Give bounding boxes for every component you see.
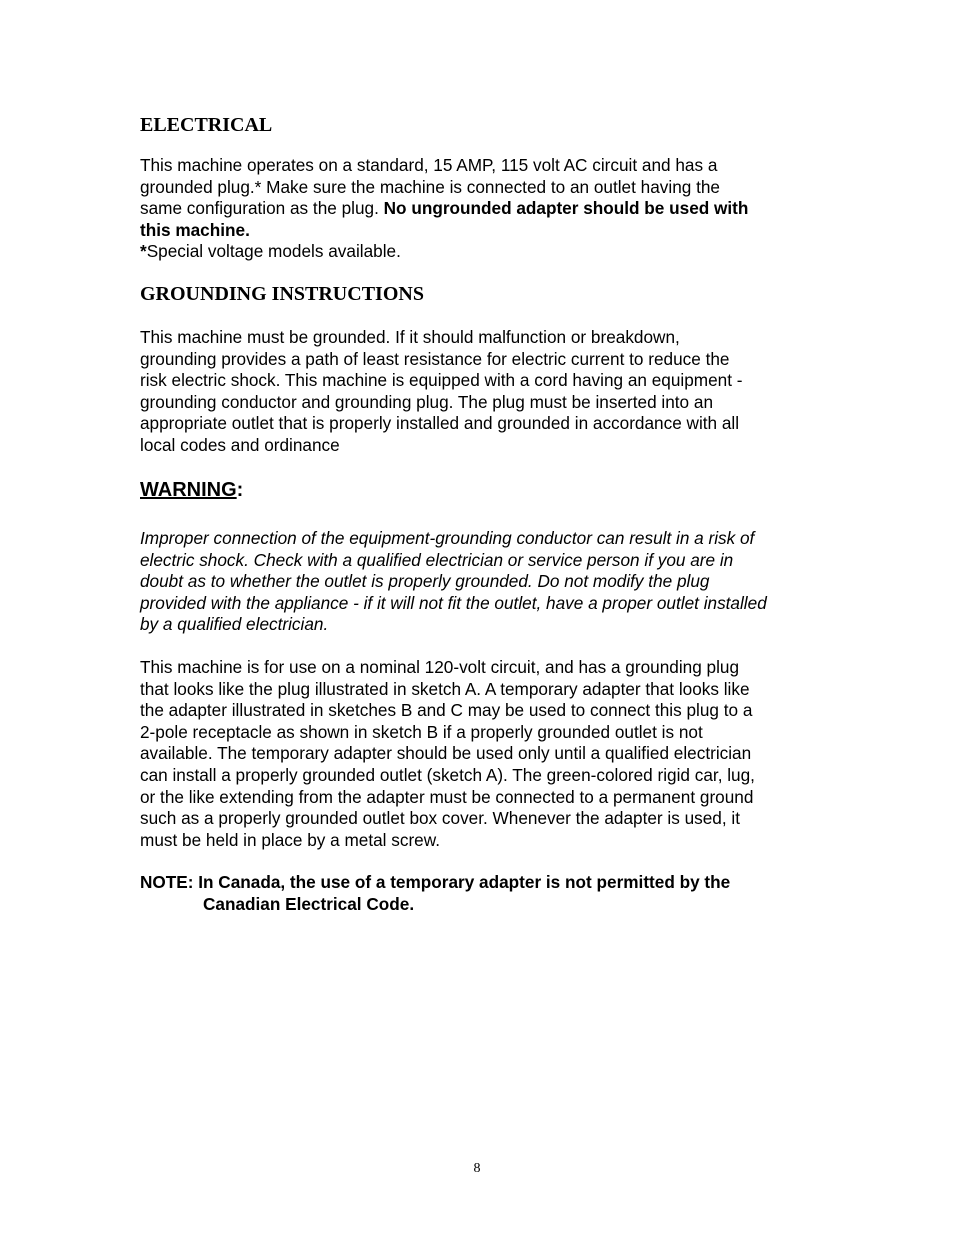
- text-line: electric shock. Check with a qualified electrician or service person if you are in: [140, 549, 734, 570]
- text-line: This machine is for use on a nominal 120-volt circuit, and has a grounding plug: [140, 657, 740, 677]
- footnote-star: *: [140, 241, 147, 262]
- warning-heading: [140, 478, 243, 502]
- text-line: doubt as to whether the outlet is properly grounded. Do not modify the plug: [140, 571, 710, 592]
- text-line: can install a properly grounded outlet (sketch A). The green-colored rigid car, lug,: [140, 764, 755, 785]
- text-line: the adapter illustrated in sketches B and C may be used to connect this plug to a: [140, 700, 753, 721]
- grounding-heading: GROUNDING INSTRUCTIONS: [140, 283, 424, 305]
- text-line: or the like extending from the adapter must be connected to a permanent ground: [140, 786, 754, 807]
- text-line: that looks like the plug illustrated in sketch A. A temporary adapter that looks like: [140, 678, 750, 699]
- note-line: NOTE: In Canada, the use of a temporary adapter is not permitted by the: [140, 872, 731, 892]
- text-line: grounded plug.* Make sure the machine is connected to an outlet having the: [140, 176, 720, 197]
- text-segment: same configuration as the plug.: [140, 198, 384, 219]
- text-line: This machine operates on a standard, 15 AMP, 115 volt AC circuit and has a: [140, 155, 718, 175]
- warning-paragraph: [140, 528, 830, 636]
- grounding-paragraph: [140, 327, 830, 457]
- footnote-text: Special voltage models available.: [146, 241, 401, 262]
- text-line: such as a properly grounded outlet box cover. Whenever the adapter is used, it: [140, 808, 741, 829]
- adapter-warning-bold: No ungrounded adapter should be used with: [383, 198, 749, 219]
- text-line: [140, 198, 830, 220]
- text-line: grounding provides a path of least resistance for electric current to reduce the: [140, 348, 730, 369]
- note-line-continued: Canadian Electrical Code.: [203, 893, 415, 914]
- footnote: [140, 241, 830, 263]
- page-number: 8: [473, 1161, 481, 1176]
- text-line: must be held in place by a metal screw.: [140, 829, 440, 850]
- text-line: available. The temporary adapter should be used only until a qualified electrician: [140, 743, 752, 764]
- warning-colon: :: [236, 479, 244, 501]
- text-line: 2-pole receptacle as shown in sketch B if a properly grounded outlet is not: [140, 721, 703, 742]
- electrical-paragraph: [140, 155, 830, 263]
- text-line: risk electric shock. This machine is equipped with a cord having an equipment -: [140, 370, 743, 391]
- text-line: grounding conductor and grounding plug. The plug must be inserted into an: [140, 391, 714, 412]
- canada-note: [140, 872, 830, 915]
- adapter-warning-bold-continued: this machine.: [140, 219, 250, 240]
- text-line: appropriate outlet that is properly installed and grounded in accordance with all: [140, 413, 740, 434]
- text-line: This machine must be grounded. If it should malfunction or breakdown,: [140, 327, 680, 347]
- text-line: provided with the appliance - if it will not fit the outlet, have a proper outlet installed: [140, 592, 767, 613]
- text-line: by a qualified electrician.: [140, 614, 329, 635]
- warning-label: WARNING: [140, 479, 237, 501]
- electrical-heading: ELECTRICAL: [140, 114, 273, 136]
- text-line: Improper connection of the equipment-grounding conductor can result in a risk of: [140, 528, 755, 548]
- adapter-paragraph: [140, 657, 830, 851]
- text-line: local codes and ordinance: [140, 434, 340, 455]
